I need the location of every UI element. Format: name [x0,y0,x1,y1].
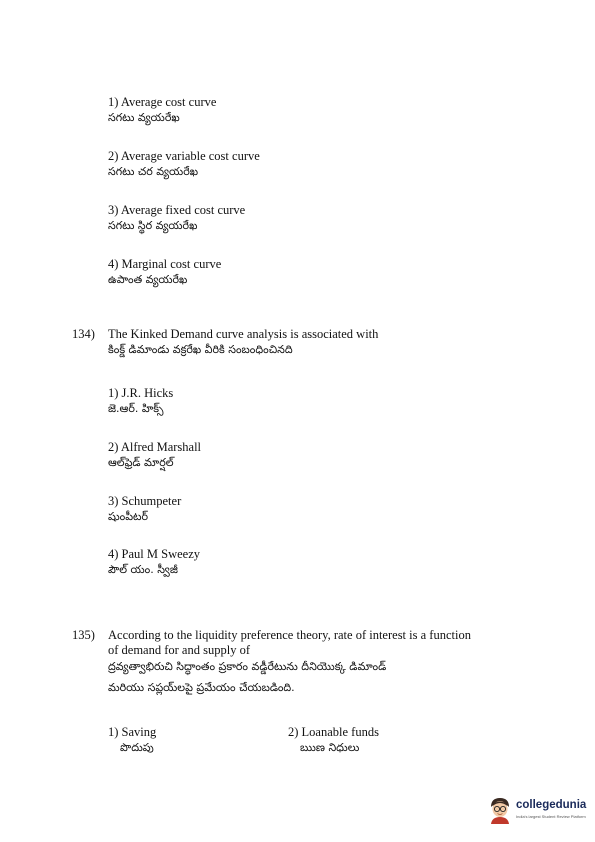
option-english: 2) Average variable cost curve [108,149,260,163]
logo-tagline: India's largest Student Review Platform [516,814,586,819]
student-avatar-icon [488,796,512,824]
option-telugu: పొదుపు [120,741,154,754]
question-135-text [108,628,548,695]
question-number: 134) [72,327,95,341]
q135-option-1 [108,725,156,755]
option-english: 1) Saving [108,725,157,739]
q133-option-1 [108,95,216,125]
logo-name: collegedunia [516,799,587,811]
option-telugu: సగటు వ్యయరేఖ [108,111,180,124]
option-english: 1) J.R. Hicks [108,386,174,400]
option-telugu: ఉపాంత వ్యయరేఖ [108,273,188,286]
option-english: 1) Average cost curve [108,95,217,109]
question-english: The Kinked Demand curve analysis is associated with [108,327,379,341]
question-telugu: ద్రవ్యత్వాభిరుచి సిద్ధాంతం ప్రకారం వడ్డీరేటును దీనియొక్క డిమాండ్ [108,660,387,673]
q134-option-3 [108,494,181,524]
option-english: 3) Average fixed cost curve [108,203,246,217]
option-telugu: షుంపీటర్ [108,510,149,523]
option-english: 3) Schumpeter [108,494,182,508]
option-telugu: సగటు స్థిర వ్యయరేఖ [108,219,198,232]
option-english: 2) Alfred Marshall [108,440,202,454]
question-english: According to the liquidity preference theory, rate of interest is a function [108,628,471,642]
q135-option-2 [288,725,379,755]
q133-option-4 [108,257,221,287]
collegedunia-logo [488,796,588,826]
option-telugu: సగటు చర వ్యయరేఖ [108,165,199,178]
question-telugu: మరియు సప్లయ్‌లపై ప్రమేయం చేయబడింది. [108,681,295,694]
q134-option-4 [108,547,200,577]
option-telugu: ఋణ నిధులు [300,741,360,754]
q134-option-1 [108,386,173,416]
question-english: of demand for and supply of [108,643,250,657]
option-telugu: పౌల్ యం. స్వీజీ [108,563,178,576]
option-telugu: ఆల్‌ఫ్రెడ్ మార్షల్ [108,456,174,469]
option-english: 2) Loanable funds [288,725,379,739]
option-english: 4) Marginal cost curve [108,257,222,271]
option-english: 4) Paul M Sweezy [108,547,200,561]
q134-option-2 [108,440,201,470]
q133-option-2 [108,149,260,179]
q133-option-3 [108,203,245,233]
question-number: 135) [72,628,95,642]
option-telugu: జె.ఆర్. హిక్స్ [108,402,164,415]
question-telugu: కింక్డ్ డిమాండు వక్రరేఖ వీరికి సంబంధించినది [108,343,293,356]
question-134-text [108,327,548,357]
